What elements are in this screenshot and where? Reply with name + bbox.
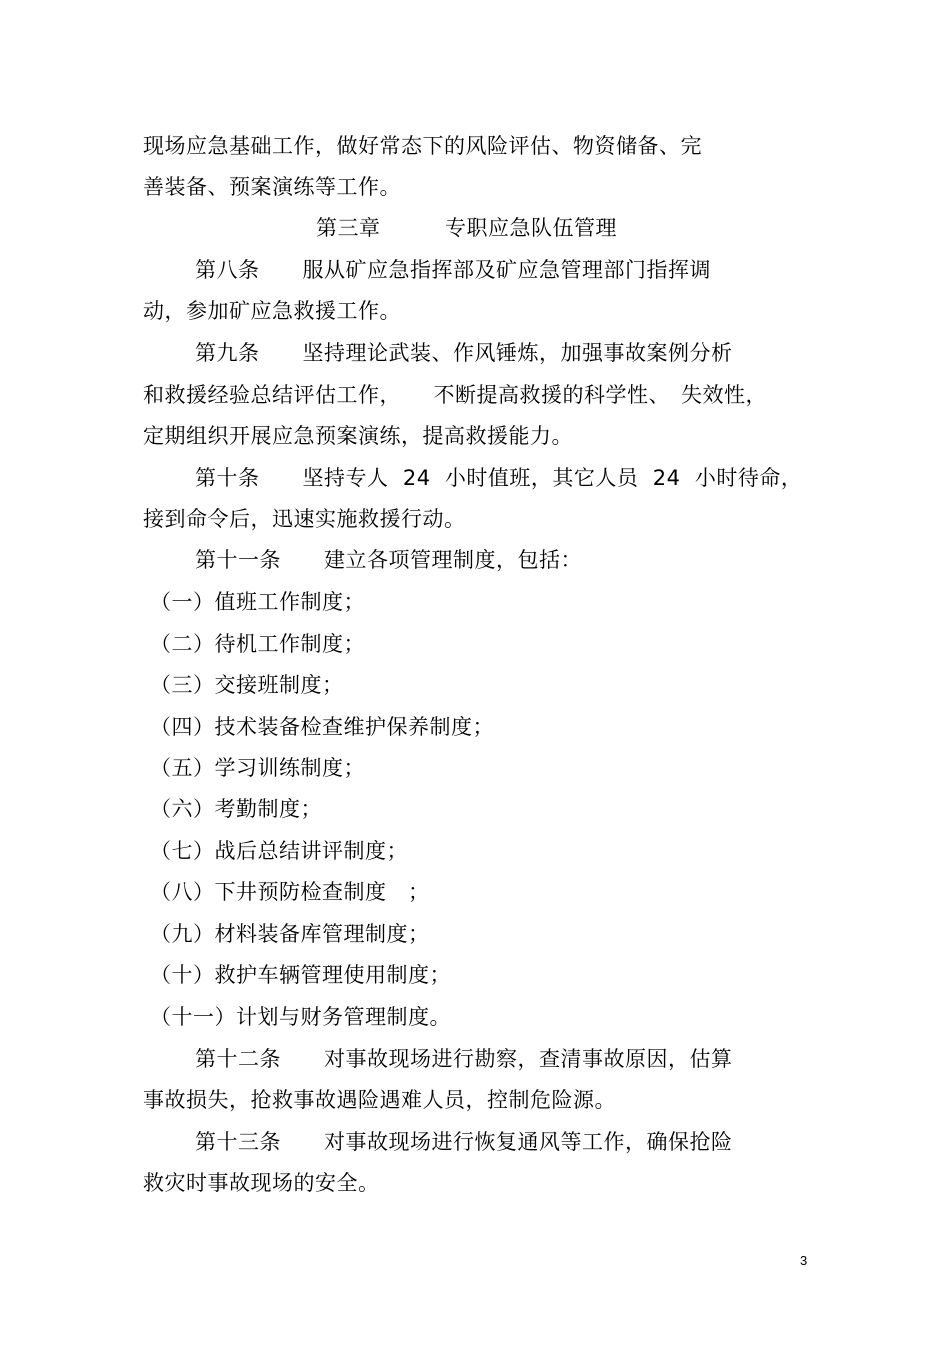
article-line: 第十一条 建立各项管理制度，包括：	[195, 548, 582, 572]
list-item: （三）交接班制度；	[150, 673, 344, 697]
text-line: 救灾时事故现场的安全。	[143, 1171, 380, 1195]
list-item: （七）战后总结讲评制度；	[150, 839, 408, 863]
article-line: 第十二条 对事故现场进行勘察，查清事故原因，估算	[195, 1047, 733, 1071]
text-line: 动，参加矿应急救援工作。	[143, 299, 401, 323]
article-line: 第九条 坚持理论武装、作风锤炼，加强事故案例分析	[195, 341, 733, 365]
text-line: 接到命令后，迅速实施救援行动。	[143, 507, 466, 531]
list-item: （一）值班工作制度；	[150, 590, 365, 614]
chapter-heading: 第三章 专职应急队伍管理	[316, 216, 617, 240]
text-line: 定期组织开展应急预案演练，提高救援能力。	[143, 424, 573, 448]
list-item: （九）材料装备库管理制度；	[150, 922, 430, 946]
article-line: 第十三条 对事故现场进行恢复通风等工作，确保抢险	[195, 1130, 733, 1154]
text-line: 善装备、预案演练等工作。	[143, 175, 401, 199]
page-number: 3	[800, 1253, 808, 1268]
list-item: （十一）计划与财务管理制度。	[150, 1005, 451, 1029]
text-line: 和救援经验总结评估工作， 不断提高救援的科学性、 失效性，	[143, 383, 767, 407]
list-item: （二）待机工作制度；	[150, 632, 365, 656]
list-item: （十）救护车辆管理使用制度；	[150, 963, 451, 987]
list-item: （五）学习训练制度；	[150, 756, 365, 780]
text-line: 事故损失，抢救事故遇险遇难人员，控制危险源。	[143, 1088, 616, 1112]
list-item: （八）下井预防检查制度 ；	[150, 880, 430, 904]
article-line: 第十条 坚持专人 24 小时值班，其它人员 24 小时待命，	[195, 466, 803, 490]
article-line: 第八条 服从矿应急指挥部及矿应急管理部门指挥调	[195, 258, 711, 282]
list-item: （四）技术装备检查维护保养制度；	[150, 715, 494, 739]
text-line: 现场应急基础工作，做好常态下的风险评估、物资储备、完	[143, 134, 702, 158]
list-item: （六）考勤制度；	[150, 797, 322, 821]
